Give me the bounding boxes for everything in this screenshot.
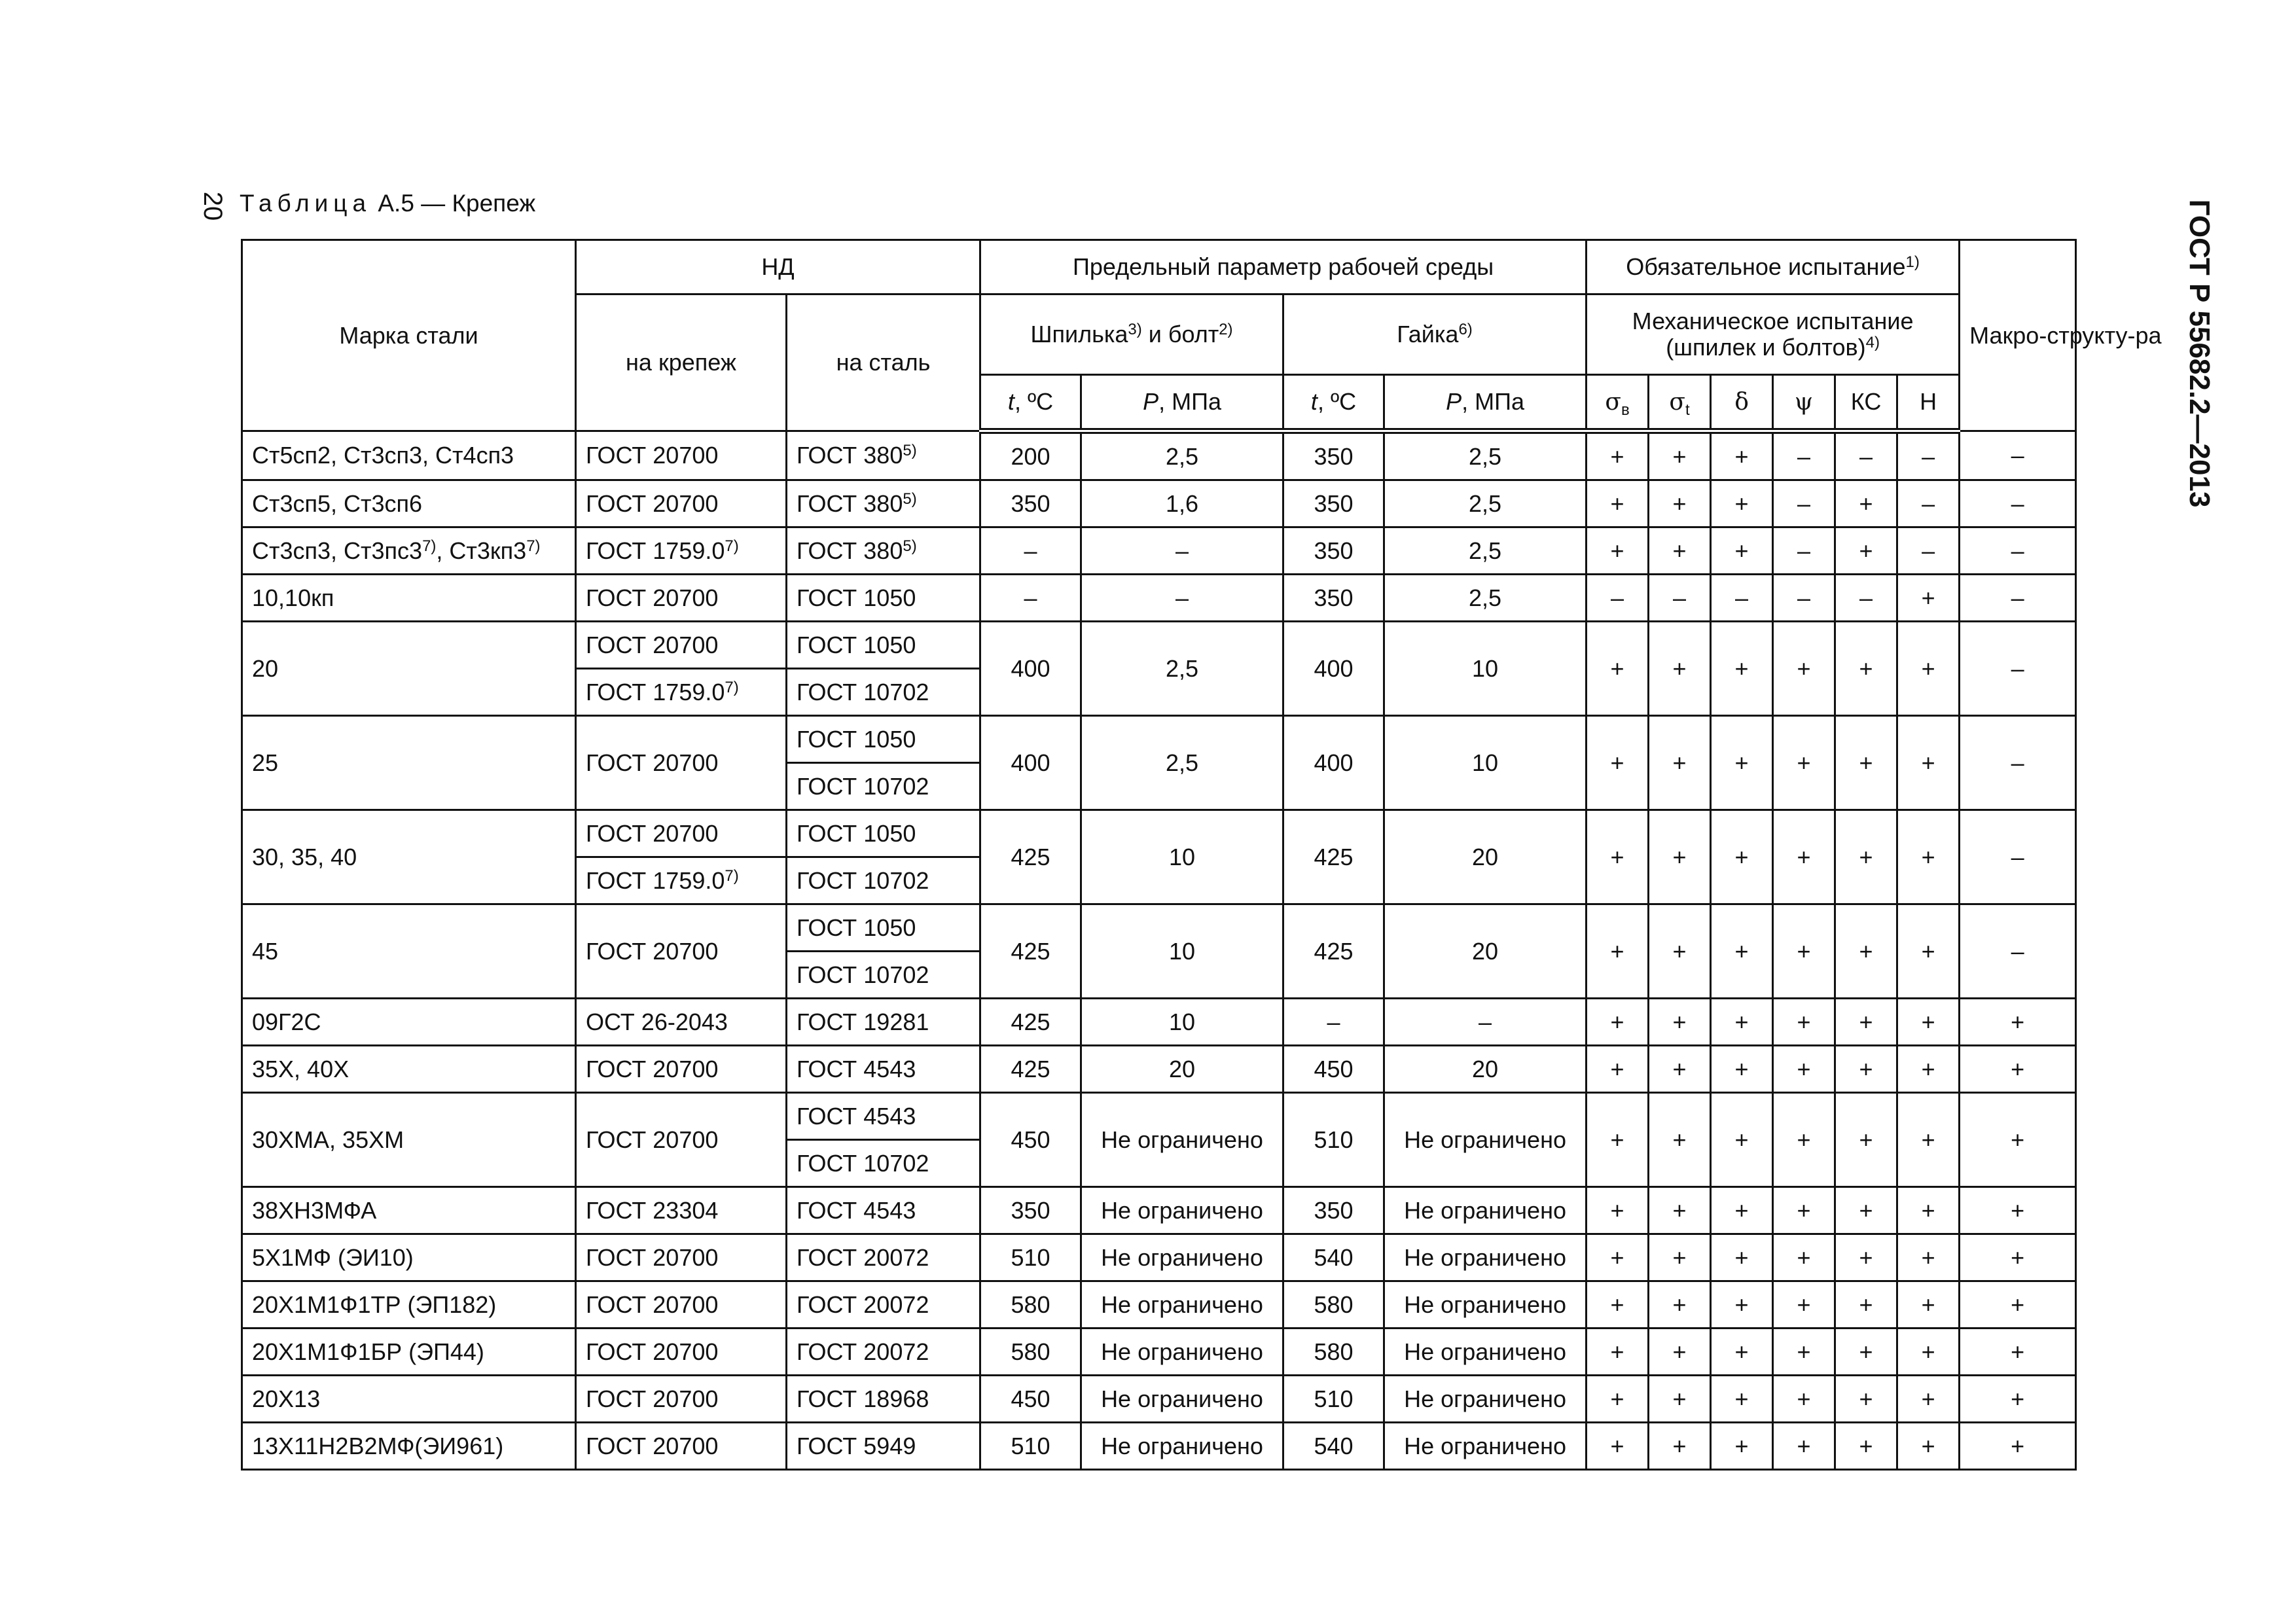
cell-psi: + [1773, 1093, 1835, 1187]
table-row [242, 1329, 2076, 1376]
cell-psi: + [1773, 1046, 1835, 1093]
table-row [242, 1234, 2076, 1281]
cell-nd-steel: ГОСТ 1050 [787, 622, 980, 669]
cell-t-stud: 350 [980, 480, 1081, 527]
header-mandatory: Обязательное испытание$^{1)}$ [1587, 240, 1960, 294]
table-row [242, 527, 2076, 575]
cell-h: + [1897, 575, 1960, 622]
cell-grade: 45 [242, 904, 576, 999]
cell-psi: – [1773, 480, 1835, 527]
cell-psi: + [1773, 622, 1835, 716]
cell-grade: Ст3сп5, Ст3сп6 [242, 480, 576, 527]
cell-h: – [1897, 431, 1960, 480]
caption-prefix: Таблица [240, 190, 372, 217]
cell-sigma-t: + [1649, 810, 1711, 904]
table-row [242, 1281, 2076, 1329]
cell-t-nut: 580 [1283, 1329, 1384, 1376]
cell-ks: + [1835, 1329, 1897, 1376]
header-grade: Марка стали [242, 240, 576, 431]
cell-macro: + [1960, 1046, 2076, 1093]
cell-nd-steel: ГОСТ 1050 [787, 716, 980, 763]
cell-sigma-b: + [1587, 1187, 1649, 1234]
caption-title: А.5 — Крепеж [378, 190, 536, 217]
table-row [242, 575, 2076, 622]
cell-psi: – [1773, 575, 1835, 622]
cell-p-stud: 10 [1081, 810, 1283, 904]
cell-nd-fastener: ГОСТ 20700 [576, 622, 787, 669]
cell-t-stud: 580 [980, 1281, 1081, 1329]
cell-ks: + [1835, 622, 1897, 716]
cell-macro: – [1960, 431, 2076, 480]
cell-delta: + [1711, 716, 1773, 810]
cell-grade: 20Х13 [242, 1376, 576, 1423]
header-psi: ψ [1773, 375, 1835, 431]
cell-p-stud: 2,5 [1081, 431, 1283, 480]
cell-p-nut: 2,5 [1384, 431, 1587, 480]
cell-nd-steel: ГОСТ 4543 [787, 1046, 980, 1093]
cell-nd-steel: ГОСТ 1050 [787, 904, 980, 952]
cell-sigma-b: + [1587, 622, 1649, 716]
cell-t-stud: 510 [980, 1234, 1081, 1281]
cell-nd-fastener: ГОСТ 23304 [576, 1187, 787, 1234]
cell-h: + [1897, 1423, 1960, 1470]
cell-nd-steel: ГОСТ 380$^{5)}$ [787, 431, 980, 480]
cell-grade: 20Х1М1Ф1ТР (ЭП182) [242, 1281, 576, 1329]
table-row [242, 1093, 2076, 1140]
cell-nd-fastener: ГОСТ 20700 [576, 1234, 787, 1281]
cell-p-stud: – [1081, 527, 1283, 575]
cell-h: + [1897, 1281, 1960, 1329]
cell-p-stud: Не ограничено [1081, 1423, 1283, 1470]
cell-macro: – [1960, 527, 2076, 575]
cell-sigma-b: + [1587, 1329, 1649, 1376]
header-t-nut: t, ºС [1283, 375, 1384, 431]
cell-nd-fastener: ГОСТ 20700 [576, 575, 787, 622]
cell-nd-steel: ГОСТ 1050 [787, 810, 980, 857]
cell-grade: Ст5сп2, Ст3сп3, Ст4сп3 [242, 431, 576, 480]
cell-h: + [1897, 810, 1960, 904]
cell-nd-steel: ГОСТ 18968 [787, 1376, 980, 1423]
cell-p-nut: Не ограничено [1384, 1281, 1587, 1329]
cell-p-nut: Не ограничено [1384, 1187, 1587, 1234]
cell-psi: + [1773, 904, 1835, 999]
cell-h: + [1897, 622, 1960, 716]
cell-p-nut: 20 [1384, 1046, 1587, 1093]
cell-grade: 5Х1МФ (ЭИ10) [242, 1234, 576, 1281]
cell-grade: 38ХН3МФА [242, 1187, 576, 1234]
cell-p-stud: 2,5 [1081, 716, 1283, 810]
table-row [242, 480, 2076, 527]
cell-nd-fastener: ГОСТ 20700 [576, 1329, 787, 1376]
cell-t-nut: 540 [1283, 1423, 1384, 1470]
cell-nd-fastener: ГОСТ 20700 [576, 716, 787, 810]
cell-t-stud: 425 [980, 1046, 1081, 1093]
header-nd: НД [576, 240, 980, 294]
cell-delta: – [1711, 575, 1773, 622]
cell-sigma-t: + [1649, 431, 1711, 480]
cell-sigma-t: – [1649, 575, 1711, 622]
cell-ks: + [1835, 810, 1897, 904]
cell-macro: – [1960, 810, 2076, 904]
cell-sigma-t: + [1649, 1281, 1711, 1329]
cell-t-stud: 580 [980, 1329, 1081, 1376]
cell-delta: + [1711, 1187, 1773, 1234]
cell-p-nut: Не ограничено [1384, 1234, 1587, 1281]
cell-nd-fastener: ГОСТ 20700 [576, 431, 787, 480]
cell-macro: + [1960, 1376, 2076, 1423]
cell-sigma-t: + [1649, 1093, 1711, 1187]
cell-grade: 30ХМА, 35ХМ [242, 1093, 576, 1187]
cell-macro: – [1960, 480, 2076, 527]
cell-sigma-t: + [1649, 1187, 1711, 1234]
cell-delta: + [1711, 1423, 1773, 1470]
table-row [242, 716, 2076, 763]
cell-delta: + [1711, 1093, 1773, 1187]
cell-t-nut: 400 [1283, 716, 1384, 810]
table-row [242, 431, 2076, 480]
cell-p-stud: 10 [1081, 999, 1283, 1046]
cell-t-nut: 350 [1283, 480, 1384, 527]
table-row [242, 1187, 2076, 1234]
cell-sigma-b: + [1587, 480, 1649, 527]
cell-t-nut: – [1283, 999, 1384, 1046]
cell-psi: + [1773, 716, 1835, 810]
cell-macro: + [1960, 1093, 2076, 1187]
cell-h: – [1897, 480, 1960, 527]
cell-t-stud: 350 [980, 1187, 1081, 1234]
cell-sigma-b: + [1587, 1234, 1649, 1281]
cell-t-nut: 400 [1283, 622, 1384, 716]
cell-t-stud: 450 [980, 1093, 1081, 1187]
table-caption [240, 187, 535, 220]
cell-t-stud: 425 [980, 810, 1081, 904]
cell-ks: + [1835, 1281, 1897, 1329]
cell-sigma-t: + [1649, 716, 1711, 810]
cell-psi: + [1773, 1234, 1835, 1281]
cell-p-nut: 10 [1384, 622, 1587, 716]
cell-sigma-b: – [1587, 575, 1649, 622]
cell-h: + [1897, 1046, 1960, 1093]
cell-p-nut: 20 [1384, 810, 1587, 904]
cell-p-stud: 20 [1081, 1046, 1283, 1093]
cell-delta: + [1711, 431, 1773, 480]
cell-psi: – [1773, 527, 1835, 575]
cell-t-stud: 400 [980, 716, 1081, 810]
fastener-table [241, 239, 2162, 1471]
cell-p-stud: Не ограничено [1081, 1234, 1283, 1281]
cell-macro: + [1960, 1281, 2076, 1329]
cell-psi: + [1773, 1281, 1835, 1329]
cell-nd-fastener: ГОСТ 20700 [576, 810, 787, 857]
cell-sigma-t: + [1649, 1376, 1711, 1423]
cell-delta: + [1711, 527, 1773, 575]
header-stud-bolt: Шпилька$^{3)}$ и болт$^{2)}$ [980, 294, 1283, 375]
cell-sigma-b: + [1587, 1281, 1649, 1329]
cell-macro: + [1960, 1329, 2076, 1376]
cell-ks: + [1835, 999, 1897, 1046]
header-p-nut: P, МПа [1384, 375, 1587, 431]
cell-sigma-b: + [1587, 1093, 1649, 1187]
cell-nd-fastener: ГОСТ 20700 [576, 1423, 787, 1470]
header-p-stud: P, МПа [1081, 375, 1283, 431]
cell-p-stud: 2,5 [1081, 622, 1283, 716]
cell-delta: + [1711, 1234, 1773, 1281]
cell-psi: + [1773, 1376, 1835, 1423]
cell-t-nut: 510 [1283, 1376, 1384, 1423]
cell-p-nut: 20 [1384, 904, 1587, 999]
table-row [242, 904, 2076, 952]
cell-nd-fastener: ГОСТ 20700 [576, 1376, 787, 1423]
cell-grade: 09Г2С [242, 999, 576, 1046]
cell-nd-fastener: ГОСТ 20700 [576, 480, 787, 527]
cell-sigma-t: + [1649, 480, 1711, 527]
header-sigma-t: $\sigma_t$ [1649, 375, 1711, 431]
cell-sigma-t: + [1649, 622, 1711, 716]
cell-delta: + [1711, 810, 1773, 904]
cell-nd-fastener: ГОСТ 20700 [576, 1281, 787, 1329]
cell-ks: – [1835, 575, 1897, 622]
cell-nd-steel: ГОСТ 10702 [787, 952, 980, 999]
cell-ks: + [1835, 1093, 1897, 1187]
cell-p-nut: Не ограничено [1384, 1423, 1587, 1470]
cell-p-nut: Не ограничено [1384, 1376, 1587, 1423]
cell-p-stud: Не ограничено [1081, 1093, 1283, 1187]
cell-delta: + [1711, 622, 1773, 716]
cell-macro: – [1960, 716, 2076, 810]
cell-nd-fastener: ГОСТ 1759.0$^{7)}$ [576, 527, 787, 575]
cell-psi: – [1773, 431, 1835, 480]
cell-nd-steel: ГОСТ 10702 [787, 669, 980, 716]
table-row [242, 810, 2076, 857]
cell-macro: – [1960, 622, 2076, 716]
cell-p-nut: 2,5 [1384, 480, 1587, 527]
cell-t-nut: 350 [1283, 1187, 1384, 1234]
cell-sigma-t: + [1649, 527, 1711, 575]
cell-p-nut: 10 [1384, 716, 1587, 810]
cell-p-stud: 1,6 [1081, 480, 1283, 527]
cell-p-nut: 2,5 [1384, 527, 1587, 575]
cell-nd-steel: ГОСТ 10702 [787, 1140, 980, 1187]
cell-p-stud: Не ограничено [1081, 1329, 1283, 1376]
cell-grade: 25 [242, 716, 576, 810]
cell-sigma-b: + [1587, 1376, 1649, 1423]
table-row [242, 1046, 2076, 1093]
cell-macro: + [1960, 1234, 2076, 1281]
cell-grade: 30, 35, 40 [242, 810, 576, 904]
header-nd-steel: на сталь [787, 294, 980, 431]
cell-p-stud: Не ограничено [1081, 1376, 1283, 1423]
cell-h: + [1897, 1234, 1960, 1281]
cell-sigma-b: + [1587, 527, 1649, 575]
cell-p-stud: – [1081, 575, 1283, 622]
cell-h: + [1897, 1376, 1960, 1423]
table-row [242, 999, 2076, 1046]
cell-t-stud: – [980, 575, 1081, 622]
cell-t-nut: 540 [1283, 1234, 1384, 1281]
cell-t-nut: 580 [1283, 1281, 1384, 1329]
cell-sigma-t: + [1649, 904, 1711, 999]
cell-sigma-t: + [1649, 1329, 1711, 1376]
cell-nd-fastener: ОСТ 26-2043 [576, 999, 787, 1046]
cell-t-stud: 425 [980, 904, 1081, 999]
cell-sigma-b: + [1587, 431, 1649, 480]
cell-sigma-b: + [1587, 716, 1649, 810]
cell-delta: + [1711, 1046, 1773, 1093]
cell-ks: + [1835, 480, 1897, 527]
cell-ks: – [1835, 431, 1897, 480]
document-code: ГОСТ Р 55682.2—2013 [2183, 199, 2215, 508]
cell-h: + [1897, 1093, 1960, 1187]
cell-delta: + [1711, 1376, 1773, 1423]
header-macro: Макро-структу-ра [1960, 240, 2076, 431]
cell-p-nut: 2,5 [1384, 575, 1587, 622]
cell-sigma-b: + [1587, 1423, 1649, 1470]
cell-nd-steel: ГОСТ 4543 [787, 1187, 980, 1234]
cell-nd-fastener: ГОСТ 20700 [576, 1046, 787, 1093]
cell-nd-fastener: ГОСТ 1759.0$^{7)}$ [576, 857, 787, 904]
cell-nd-steel: ГОСТ 1050 [787, 575, 980, 622]
cell-t-stud: 510 [980, 1423, 1081, 1470]
cell-t-stud: 200 [980, 431, 1081, 480]
page-number: 20 [198, 191, 227, 221]
cell-nd-steel: ГОСТ 20072 [787, 1329, 980, 1376]
cell-t-nut: 350 [1283, 431, 1384, 480]
cell-grade: Ст3сп3, Ст3пс3$^{7)}$, Ст3кп3$^{7)}$ [242, 527, 576, 575]
cell-nd-steel: ГОСТ 380$^{5)}$ [787, 480, 980, 527]
header-h: Н [1897, 375, 1960, 431]
cell-ks: + [1835, 1234, 1897, 1281]
cell-psi: + [1773, 1423, 1835, 1470]
table-row [242, 1423, 2076, 1470]
cell-psi: + [1773, 999, 1835, 1046]
cell-ks: + [1835, 1376, 1897, 1423]
cell-grade: 20 [242, 622, 576, 716]
cell-h: + [1897, 1187, 1960, 1234]
cell-p-nut: Не ограничено [1384, 1329, 1587, 1376]
cell-p-nut: Не ограничено [1384, 1093, 1587, 1187]
header-sigma-b: $\sigma_в$ [1587, 375, 1649, 431]
header-t-stud: t, ºС [980, 375, 1081, 431]
header-nd-fastener: на крепеж [576, 294, 787, 431]
cell-ks: + [1835, 1046, 1897, 1093]
cell-ks: + [1835, 1187, 1897, 1234]
cell-psi: + [1773, 810, 1835, 904]
table-row [242, 622, 2076, 669]
cell-nd-steel: ГОСТ 5949 [787, 1423, 980, 1470]
cell-nd-steel: ГОСТ 380$^{5)}$ [787, 527, 980, 575]
cell-nd-fastener: ГОСТ 20700 [576, 1093, 787, 1187]
cell-t-nut: 510 [1283, 1093, 1384, 1187]
cell-sigma-b: + [1587, 1046, 1649, 1093]
cell-t-nut: 350 [1283, 575, 1384, 622]
cell-macro: + [1960, 999, 2076, 1046]
cell-ks: + [1835, 904, 1897, 999]
cell-macro: + [1960, 1423, 2076, 1470]
cell-ks: + [1835, 716, 1897, 810]
header-delta: δ [1711, 375, 1773, 431]
cell-grade: 35Х, 40Х [242, 1046, 576, 1093]
cell-t-stud: – [980, 527, 1081, 575]
cell-delta: + [1711, 999, 1773, 1046]
cell-delta: + [1711, 1329, 1773, 1376]
cell-h: + [1897, 904, 1960, 999]
cell-sigma-t: + [1649, 999, 1711, 1046]
cell-p-stud: Не ограничено [1081, 1187, 1283, 1234]
cell-nd-steel: ГОСТ 4543 [787, 1093, 980, 1140]
cell-ks: + [1835, 527, 1897, 575]
cell-psi: + [1773, 1187, 1835, 1234]
cell-nd-fastener: ГОСТ 1759.0$^{7)}$ [576, 669, 787, 716]
cell-delta: + [1711, 904, 1773, 999]
cell-t-stud: 400 [980, 622, 1081, 716]
cell-nd-steel: ГОСТ 20072 [787, 1281, 980, 1329]
header-limits: Предельный параметр рабочей среды [980, 240, 1587, 294]
cell-t-nut: 450 [1283, 1046, 1384, 1093]
cell-t-stud: 425 [980, 999, 1081, 1046]
cell-psi: + [1773, 1329, 1835, 1376]
cell-p-stud: Не ограничено [1081, 1281, 1283, 1329]
cell-nd-steel: ГОСТ 19281 [787, 999, 980, 1046]
header-ks: КС [1835, 375, 1897, 431]
cell-nd-steel: ГОСТ 10702 [787, 763, 980, 810]
cell-p-stud: 10 [1081, 904, 1283, 999]
table-row [242, 1376, 2076, 1423]
cell-h: + [1897, 1329, 1960, 1376]
cell-nd-steel: ГОСТ 10702 [787, 857, 980, 904]
cell-t-stud: 450 [980, 1376, 1081, 1423]
cell-grade: 10,10кп [242, 575, 576, 622]
cell-macro: – [1960, 904, 2076, 999]
cell-delta: + [1711, 480, 1773, 527]
cell-nd-fastener: ГОСТ 20700 [576, 904, 787, 999]
cell-sigma-b: + [1587, 904, 1649, 999]
cell-t-nut: 425 [1283, 810, 1384, 904]
cell-h: – [1897, 527, 1960, 575]
cell-h: + [1897, 999, 1960, 1046]
cell-sigma-b: + [1587, 810, 1649, 904]
cell-sigma-b: + [1587, 999, 1649, 1046]
cell-sigma-t: + [1649, 1234, 1711, 1281]
cell-macro: + [1960, 1187, 2076, 1234]
cell-t-nut: 425 [1283, 904, 1384, 999]
cell-macro: – [1960, 575, 2076, 622]
cell-grade: 13Х11Н2В2МФ(ЭИ961) [242, 1423, 576, 1470]
cell-p-nut: – [1384, 999, 1587, 1046]
header-nut: Гайка$^{6)}$ [1283, 294, 1587, 375]
cell-grade: 20Х1М1Ф1БР (ЭП44) [242, 1329, 576, 1376]
cell-sigma-t: + [1649, 1423, 1711, 1470]
cell-sigma-t: + [1649, 1046, 1711, 1093]
cell-h: + [1897, 716, 1960, 810]
header-mechanical: Механическое испытание (шпилек и болтов)$^{4)}$ [1587, 294, 1960, 375]
cell-t-nut: 350 [1283, 527, 1384, 575]
cell-nd-steel: ГОСТ 20072 [787, 1234, 980, 1281]
cell-ks: + [1835, 1423, 1897, 1470]
cell-delta: + [1711, 1281, 1773, 1329]
